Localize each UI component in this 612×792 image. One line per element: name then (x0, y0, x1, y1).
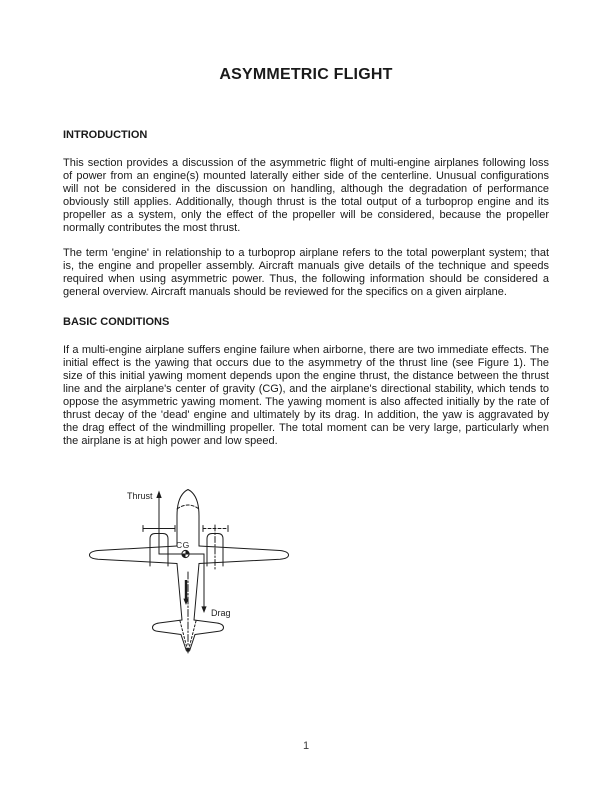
heading-introduction: INTRODUCTION (63, 129, 148, 141)
paragraph: If a multi-engine airplane suffers engine failure when airborne, there are two immediate effects. The initial effect is the yawing that occurs due to the asymmetry of the thrust line (see Figure 1). The size of this initial yawing moment depends upon the engine thrust, the distance between the thrust line and the airplane's center of gravity (CG), and the airplane's directional stability, which tends to oppose the asymmetric yawing moment. The yawing moment is also affected initially by the rate of thrust decay of the 'dead' engine and ultimately by its drag. In addition, the yaw is aggravated by the drag effect of the windmilling propeller. The total moment can be very large, particularly when the airplane is at high power and low speed. (63, 344, 549, 447)
thrust-arrowhead (156, 491, 161, 499)
paragraph: The term 'engine' in relationship to a turboprop airplane refers to the total powerplant system; that is, the engine and propeller assembly. Aircraft manuals give details of the technique and speeds required when using asymmetric power. Thus, the following information should be considered a general overview. Aircraft manuals should be reviewed for the specifics on a given airplane. (63, 247, 549, 298)
left-wing (90, 546, 178, 564)
heading-basic-conditions: BASIC CONDITIONS (63, 316, 170, 328)
drag-arrowhead (201, 606, 206, 613)
fuselage-outline (177, 490, 199, 547)
right-stabilizer (194, 620, 224, 635)
cg-label: CG (176, 540, 190, 550)
left-stabilizer (153, 620, 183, 635)
tail-moment-bar (185, 580, 187, 599)
thrust-label: Thrust (127, 491, 153, 501)
right-wing (199, 546, 289, 564)
page-title: ASYMMETRIC FLIGHT (219, 66, 393, 83)
windshield-line (177, 505, 199, 509)
section-introduction (63, 128, 549, 299)
section-basic-conditions (63, 315, 549, 448)
airplane-top-view-drawing (85, 484, 300, 664)
figure-airplane-yaw-diagram (85, 484, 549, 669)
paragraph: This section provides a discussion of the asymmetric flight of multi-engine airplanes following loss of power from an engine(s) mounted laterally either side of the centerline. Unusual configurations will not be considered in the discussion on handling, although the degradation of performance obviously still applies. Additionally, though thrust is the total output of a turboprop engine and its propeller as a system, only the effect of the propeller will be considered, because the propeller normally contributes the most thrust. (63, 157, 549, 234)
page-number: 1 (302, 740, 310, 752)
drag-label: Drag (211, 608, 231, 618)
